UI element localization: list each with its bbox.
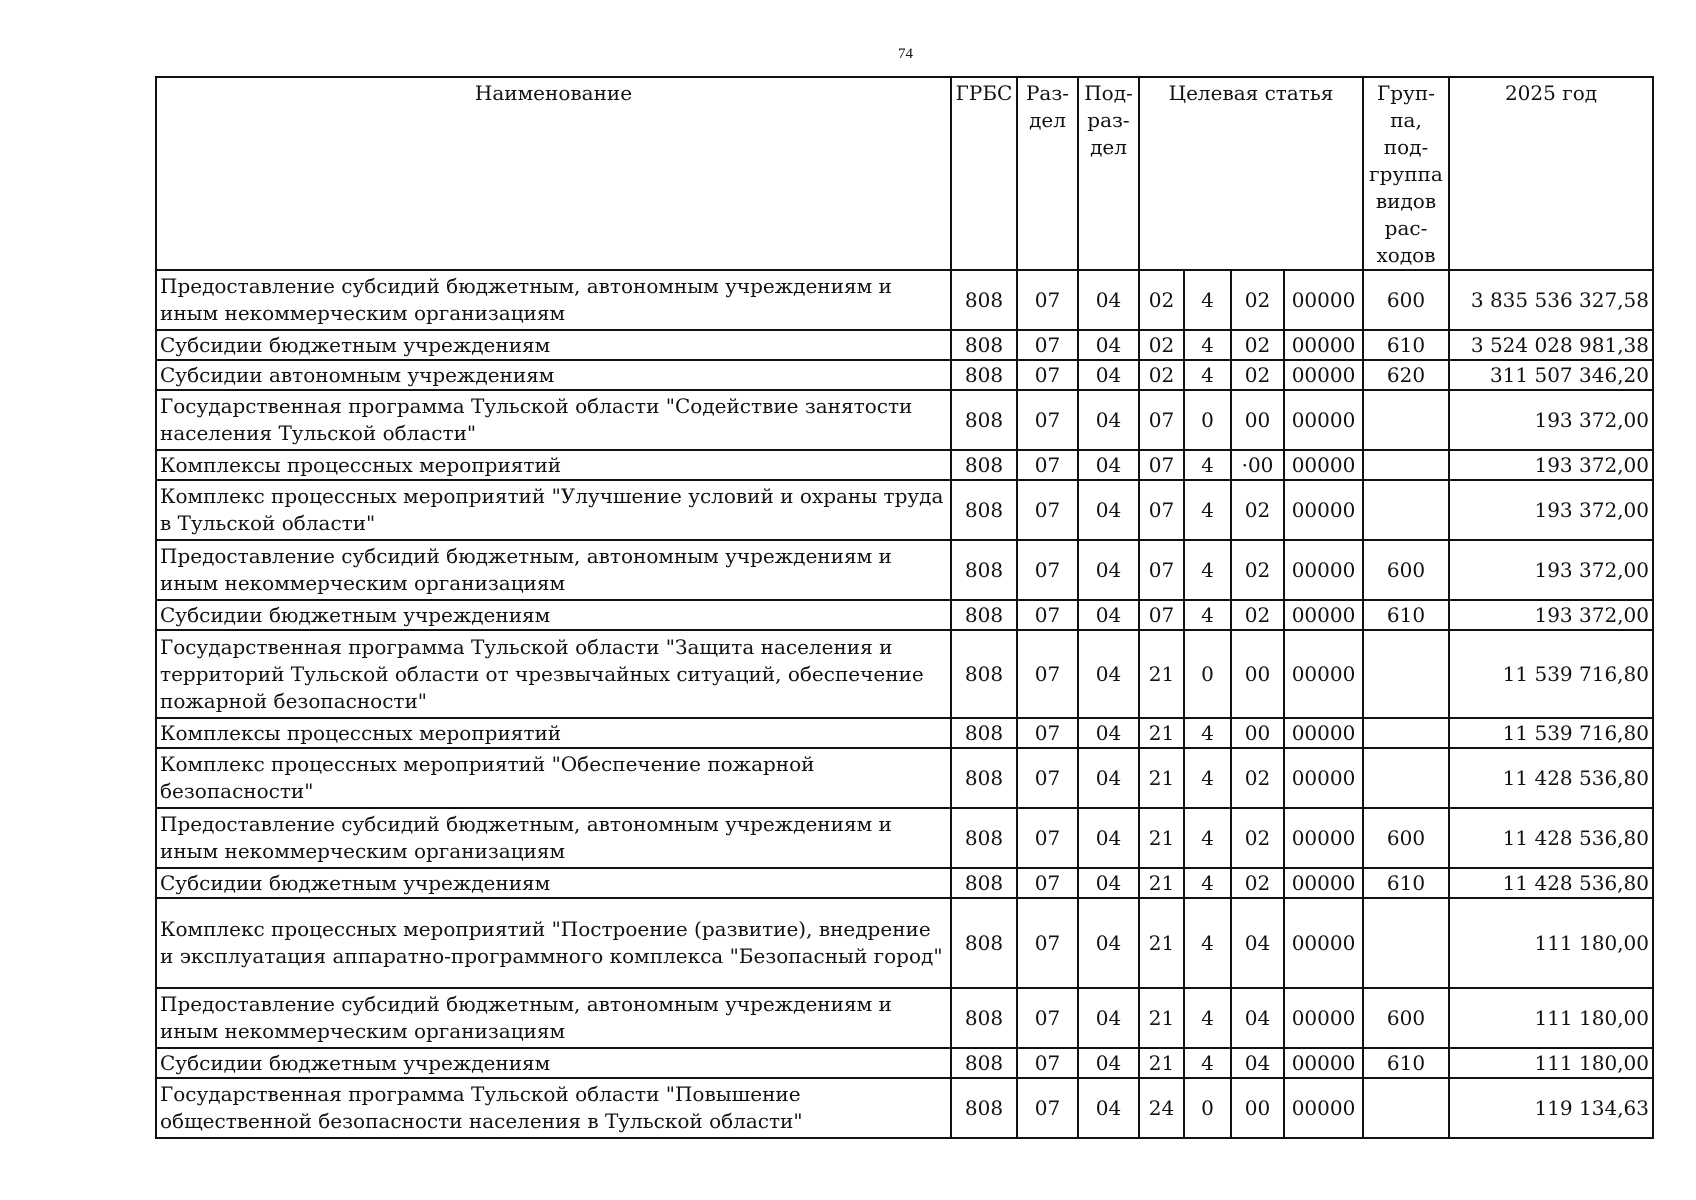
row-name: Предоставление субсидий бюджетным, автономным учреждениям и иным некоммерческим организациям (156, 808, 951, 868)
cell-podrazdel: 04 (1078, 808, 1139, 868)
cell-target-subprogram: 02 (1231, 748, 1284, 808)
cell-target-program: 07 (1139, 600, 1184, 630)
cell-target-direction: 00000 (1284, 630, 1363, 718)
row-name: Комплексы процессных мероприятий (156, 718, 951, 748)
cell-target-direction: 00000 (1284, 330, 1363, 360)
cell-podrazdel: 04 (1078, 718, 1139, 748)
cell-expense-group: 610 (1363, 330, 1449, 360)
cell-expense-group: 600 (1363, 270, 1449, 330)
cell-expense-group (1363, 390, 1449, 450)
cell-expense-group: 620 (1363, 360, 1449, 390)
table-row (156, 270, 1653, 330)
row-name: Комплексы процессных мероприятий (156, 450, 951, 480)
cell-target-type: 4 (1184, 748, 1231, 808)
cell-target-subprogram: 04 (1231, 1048, 1284, 1078)
cell-amount-2025: 111 180,00 (1449, 988, 1653, 1048)
row-name: Предоставление субсидий бюджетным, автономным учреждениям и иным некоммерческим организациям (156, 270, 951, 330)
cell-target-direction: 00000 (1284, 1048, 1363, 1078)
cell-target-program: 21 (1139, 718, 1184, 748)
cell-amount-2025: 11 539 716,80 (1449, 718, 1653, 748)
cell-target-subprogram: 02 (1231, 480, 1284, 540)
cell-target-program: 07 (1139, 540, 1184, 600)
table-row (156, 330, 1653, 360)
cell-amount-2025: 193 372,00 (1449, 390, 1653, 450)
cell-target-type: 0 (1184, 630, 1231, 718)
cell-target-direction: 00000 (1284, 270, 1363, 330)
cell-target-direction: 00000 (1284, 808, 1363, 868)
cell-razdel: 07 (1017, 1078, 1078, 1138)
cell-grbs: 808 (951, 1078, 1017, 1138)
cell-target-program: 02 (1139, 330, 1184, 360)
cell-grbs: 808 (951, 450, 1017, 480)
row-name: Государственная программа Тульской области "Содействие занятости населения Тульской области" (156, 390, 951, 450)
cell-target-subprogram: 00 (1231, 718, 1284, 748)
cell-razdel: 07 (1017, 748, 1078, 808)
table-row (156, 1048, 1653, 1078)
cell-grbs: 808 (951, 390, 1017, 450)
page-number: 74 (898, 46, 913, 62)
cell-target-type: 4 (1184, 988, 1231, 1048)
cell-amount-2025: 193 372,00 (1449, 600, 1653, 630)
cell-amount-2025: 11 428 536,80 (1449, 868, 1653, 898)
cell-target-subprogram: 02 (1231, 808, 1284, 868)
cell-grbs: 808 (951, 808, 1017, 868)
table-row (156, 748, 1653, 808)
table-row (156, 988, 1653, 1048)
table-row (156, 1078, 1653, 1138)
cell-target-type: 4 (1184, 808, 1231, 868)
cell-expense-group (1363, 898, 1449, 988)
table-row (156, 450, 1653, 480)
table-row (156, 600, 1653, 630)
row-name: Комплекс процессных мероприятий "Улучшение условий и охраны труда в Тульской области" (156, 480, 951, 540)
header-expense-group: Груп- па, под- группа видов рас- ходов (1363, 77, 1449, 270)
cell-razdel: 07 (1017, 1048, 1078, 1078)
cell-target-subprogram: 00 (1231, 1078, 1284, 1138)
cell-target-type: 0 (1184, 1078, 1231, 1138)
cell-target-type: 4 (1184, 480, 1231, 540)
cell-target-program: 21 (1139, 898, 1184, 988)
cell-target-type: 4 (1184, 868, 1231, 898)
table-row (156, 808, 1653, 868)
cell-target-program: 21 (1139, 748, 1184, 808)
cell-razdel: 07 (1017, 330, 1078, 360)
cell-target-direction: 00000 (1284, 1078, 1363, 1138)
cell-expense-group: 610 (1363, 600, 1449, 630)
cell-amount-2025: 193 372,00 (1449, 540, 1653, 600)
cell-grbs: 808 (951, 718, 1017, 748)
cell-grbs: 808 (951, 630, 1017, 718)
cell-podrazdel: 04 (1078, 480, 1139, 540)
cell-razdel: 07 (1017, 270, 1078, 330)
cell-expense-group (1363, 450, 1449, 480)
cell-expense-group (1363, 1078, 1449, 1138)
table-row (156, 868, 1653, 898)
cell-podrazdel: 04 (1078, 1048, 1139, 1078)
row-name: Государственная программа Тульской области "Повышение общественной безопасности населения в Тульской области" (156, 1078, 951, 1138)
cell-grbs: 808 (951, 868, 1017, 898)
header-year-2025: 2025 год (1449, 77, 1653, 270)
cell-target-program: 21 (1139, 808, 1184, 868)
cell-podrazdel: 04 (1078, 270, 1139, 330)
cell-grbs: 808 (951, 480, 1017, 540)
cell-target-direction: 00000 (1284, 390, 1363, 450)
row-name: Субсидии автономным учреждениям (156, 360, 951, 390)
row-name: Предоставление субсидий бюджетным, автономным учреждениям и иным некоммерческим организациям (156, 540, 951, 600)
cell-amount-2025: 193 372,00 (1449, 480, 1653, 540)
cell-target-direction: 00000 (1284, 868, 1363, 898)
row-name: Предоставление субсидий бюджетным, автономным учреждениям и иным некоммерческим организациям (156, 988, 951, 1048)
cell-target-program: 02 (1139, 270, 1184, 330)
cell-amount-2025: 111 180,00 (1449, 898, 1653, 988)
cell-target-type: 4 (1184, 270, 1231, 330)
row-name: Комплекс процессных мероприятий "Обеспечение пожарной безопасности" (156, 748, 951, 808)
cell-amount-2025: 11 539 716,80 (1449, 630, 1653, 718)
cell-target-program: 24 (1139, 1078, 1184, 1138)
cell-amount-2025: 11 428 536,80 (1449, 748, 1653, 808)
cell-target-type: 4 (1184, 360, 1231, 390)
cell-amount-2025: 111 180,00 (1449, 1048, 1653, 1078)
cell-target-program: 21 (1139, 868, 1184, 898)
cell-amount-2025: 11 428 536,80 (1449, 808, 1653, 868)
row-name: Субсидии бюджетным учреждениям (156, 600, 951, 630)
cell-grbs: 808 (951, 988, 1017, 1048)
cell-amount-2025: 311 507 346,20 (1449, 360, 1653, 390)
cell-expense-group: 600 (1363, 988, 1449, 1048)
cell-podrazdel: 04 (1078, 600, 1139, 630)
cell-podrazdel: 04 (1078, 898, 1139, 988)
row-name: Субсидии бюджетным учреждениям (156, 330, 951, 360)
row-name: Субсидии бюджетным учреждениям (156, 868, 951, 898)
cell-target-subprogram: 04 (1231, 988, 1284, 1048)
table-row (156, 630, 1653, 718)
cell-target-type: 4 (1184, 330, 1231, 360)
cell-podrazdel: 04 (1078, 540, 1139, 600)
cell-podrazdel: 04 (1078, 450, 1139, 480)
cell-target-direction: 00000 (1284, 748, 1363, 808)
table-header-row (156, 77, 1653, 270)
cell-razdel: 07 (1017, 540, 1078, 600)
cell-expense-group (1363, 748, 1449, 808)
cell-target-subprogram: 00 (1231, 390, 1284, 450)
cell-target-subprogram: ·00 (1231, 450, 1284, 480)
cell-target-program: 07 (1139, 390, 1184, 450)
cell-expense-group: 600 (1363, 540, 1449, 600)
table-row (156, 718, 1653, 748)
cell-target-direction: 00000 (1284, 360, 1363, 390)
cell-grbs: 808 (951, 898, 1017, 988)
cell-target-subprogram: 02 (1231, 600, 1284, 630)
cell-grbs: 808 (951, 540, 1017, 600)
cell-target-subprogram: 04 (1231, 898, 1284, 988)
cell-amount-2025: 193 372,00 (1449, 450, 1653, 480)
cell-podrazdel: 04 (1078, 390, 1139, 450)
cell-grbs: 808 (951, 1048, 1017, 1078)
cell-target-subprogram: 02 (1231, 540, 1284, 600)
cell-target-direction: 00000 (1284, 450, 1363, 480)
cell-grbs: 808 (951, 748, 1017, 808)
cell-razdel: 07 (1017, 600, 1078, 630)
header-target-article: Целевая статья (1139, 77, 1363, 270)
cell-target-subprogram: 02 (1231, 360, 1284, 390)
cell-target-subprogram: 02 (1231, 868, 1284, 898)
cell-podrazdel: 04 (1078, 748, 1139, 808)
row-name: Субсидии бюджетным учреждениям (156, 1048, 951, 1078)
cell-target-program: 21 (1139, 988, 1184, 1048)
cell-grbs: 808 (951, 330, 1017, 360)
cell-grbs: 808 (951, 360, 1017, 390)
cell-target-direction: 00000 (1284, 898, 1363, 988)
cell-razdel: 07 (1017, 868, 1078, 898)
header-name: Наименование (156, 77, 951, 270)
cell-razdel: 07 (1017, 360, 1078, 390)
header-podrazdel: Под- раз- дел (1078, 77, 1139, 270)
cell-expense-group: 610 (1363, 868, 1449, 898)
cell-target-program: 21 (1139, 1048, 1184, 1078)
cell-target-direction: 00000 (1284, 480, 1363, 540)
cell-target-subprogram: 02 (1231, 270, 1284, 330)
cell-podrazdel: 04 (1078, 1078, 1139, 1138)
cell-expense-group: 610 (1363, 1048, 1449, 1078)
cell-target-subprogram: 02 (1231, 330, 1284, 360)
cell-podrazdel: 04 (1078, 360, 1139, 390)
cell-podrazdel: 04 (1078, 330, 1139, 360)
cell-target-direction: 00000 (1284, 988, 1363, 1048)
cell-amount-2025: 119 134,63 (1449, 1078, 1653, 1138)
cell-podrazdel: 04 (1078, 868, 1139, 898)
table-row (156, 480, 1653, 540)
table-row (156, 390, 1653, 450)
cell-amount-2025: 3 835 536 327,58 (1449, 270, 1653, 330)
table-row (156, 898, 1653, 988)
cell-razdel: 07 (1017, 390, 1078, 450)
cell-expense-group (1363, 630, 1449, 718)
row-name: Государственная программа Тульской области "Защита населения и территорий Тульской области от чрезвычайных ситуаций, обеспечение пожарной безопасности" (156, 630, 951, 718)
cell-target-type: 4 (1184, 718, 1231, 748)
cell-amount-2025: 3 524 028 981,38 (1449, 330, 1653, 360)
cell-target-type: 4 (1184, 898, 1231, 988)
cell-expense-group: 600 (1363, 808, 1449, 868)
cell-target-program: 07 (1139, 450, 1184, 480)
header-grbs: ГРБС (951, 77, 1017, 270)
cell-razdel: 07 (1017, 718, 1078, 748)
cell-podrazdel: 04 (1078, 630, 1139, 718)
header-razdel: Раз- дел (1017, 77, 1078, 270)
cell-target-type: 4 (1184, 600, 1231, 630)
cell-expense-group (1363, 480, 1449, 540)
cell-grbs: 808 (951, 270, 1017, 330)
cell-razdel: 07 (1017, 450, 1078, 480)
cell-target-program: 02 (1139, 360, 1184, 390)
cell-razdel: 07 (1017, 630, 1078, 718)
cell-target-type: 4 (1184, 450, 1231, 480)
cell-podrazdel: 04 (1078, 988, 1139, 1048)
cell-target-program: 07 (1139, 480, 1184, 540)
row-name: Комплекс процессных мероприятий "Построение (развитие), внедрение и эксплуатация аппаратно-программного комплекса "Безопасный город" (156, 898, 951, 988)
cell-razdel: 07 (1017, 898, 1078, 988)
cell-target-program: 21 (1139, 630, 1184, 718)
cell-razdel: 07 (1017, 808, 1078, 868)
cell-target-subprogram: 00 (1231, 630, 1284, 718)
cell-target-direction: 00000 (1284, 718, 1363, 748)
table-row (156, 360, 1653, 390)
cell-target-type: 0 (1184, 390, 1231, 450)
cell-target-direction: 00000 (1284, 540, 1363, 600)
cell-grbs: 808 (951, 600, 1017, 630)
cell-razdel: 07 (1017, 988, 1078, 1048)
cell-expense-group (1363, 718, 1449, 748)
table-row (156, 540, 1653, 600)
cell-target-direction: 00000 (1284, 600, 1363, 630)
budget-table (155, 76, 1654, 1139)
cell-target-type: 4 (1184, 1048, 1231, 1078)
cell-target-type: 4 (1184, 540, 1231, 600)
cell-razdel: 07 (1017, 480, 1078, 540)
